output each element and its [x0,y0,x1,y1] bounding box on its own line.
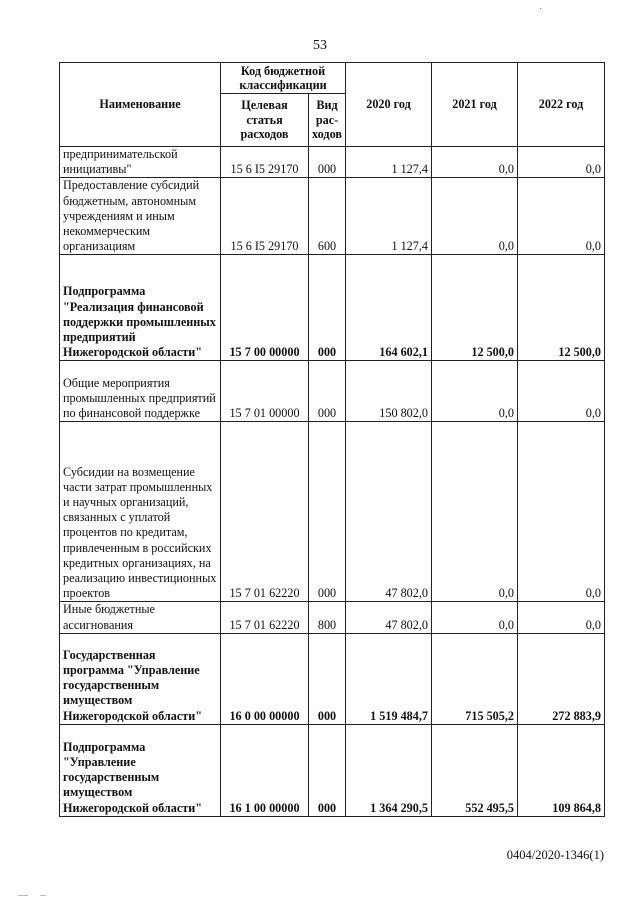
header-target-article: Целевая статья расходов [221,94,309,147]
row-target-article: 15 7 01 62220 [221,422,309,602]
row-expense-type: 000 [309,361,346,422]
row-target-article: 15 6 I5 29170 [221,147,309,178]
row-amount-2020: 1 127,4 [346,178,432,255]
row-expense-type: 000 [309,422,346,602]
table-row [60,178,605,255]
row-amount-2022: 0,0 [518,147,605,178]
row-expense-type: 000 [309,255,346,361]
row-amount-2021: 0,0 [432,422,518,602]
row-amount-2022: 0,0 [518,422,605,602]
row-expense-type: 800 [309,602,346,633]
row-expense-type: 000 [309,633,346,724]
row-amount-2022: 272 883,9 [518,633,605,724]
row-name: Общие мероприятия промышленных предприятий по финансовой поддержке [60,361,221,422]
row-target-article: 15 7 00 00000 [221,255,309,361]
scan-speck [40,895,46,896]
row-target-article: 16 0 00 00000 [221,633,309,724]
row-amount-2022: 0,0 [518,602,605,633]
table-row [60,633,605,724]
table-row [60,724,605,816]
row-target-article: 15 7 01 00000 [221,361,309,422]
row-amount-2021: 0,0 [432,178,518,255]
row-amount-2020: 1 364 290,5 [346,724,432,816]
row-amount-2020: 47 802,0 [346,422,432,602]
row-name: Подпрограмма "Управление государственным имуществом Нижегородской области" [60,724,221,816]
table-row [60,361,605,422]
row-amount-2020: 47 802,0 [346,602,432,633]
row-amount-2020: 1 127,4 [346,147,432,178]
table-row [60,147,605,178]
row-name: Иные бюджетные ассигнования [60,602,221,633]
row-amount-2021: 0,0 [432,147,518,178]
row-name: Субсидии на возмещение части затрат промышленных и научных организаций, связанных с уплатой процентов по кредитам, привлеченным в российских кредитных организациях, на реализацию инвестиционных проектов [60,422,221,602]
page-number: 53 [313,38,327,53]
row-amount-2021: 715 505,2 [432,633,518,724]
table-row [60,602,605,633]
row-expense-type: 600 [309,178,346,255]
row-amount-2022: 0,0 [518,361,605,422]
row-amount-2021: 12 500,0 [432,255,518,361]
header-code-group: Код бюджетной классификации [221,63,346,94]
document-number: 0404/2020-1346(1) [506,848,604,862]
header-year-2022: 2022 год [518,63,605,147]
row-target-article: 15 6 I5 29170 [221,178,309,255]
row-amount-2020: 150 802,0 [346,361,432,422]
row-name: Государственная программа "Управление государственным имуществом Нижегородской области" [60,633,221,724]
row-target-article: 16 1 00 00000 [221,724,309,816]
row-amount-2020: 164 602,1 [346,255,432,361]
row-name: Предоставление субсидий бюджетным, автономным учреждениям и иным некоммерческим организациям [60,178,221,255]
header-name: Наименование [60,63,221,147]
row-name: предпринимательской инициативы" [60,147,221,178]
row-amount-2022: 12 500,0 [518,255,605,361]
header-year-2021: 2021 год [432,63,518,147]
row-amount-2021: 0,0 [432,602,518,633]
table-row [60,255,605,361]
row-amount-2022: 0,0 [518,178,605,255]
table-row [60,422,605,602]
row-amount-2022: 109 864,8 [518,724,605,816]
row-name: Подпрограмма "Реализация финансовой поддержки промышленных предприятий Нижегородской области" [60,255,221,361]
row-amount-2021: 0,0 [432,361,518,422]
row-expense-type: 000 [309,147,346,178]
header-expense-type: Вид рас-ходов [309,94,346,147]
scan-speck [540,8,541,9]
scan-speck [18,895,28,896]
row-amount-2020: 1 519 484,7 [346,633,432,724]
row-target-article: 15 7 01 62220 [221,602,309,633]
row-amount-2021: 552 495,5 [432,724,518,816]
row-expense-type: 000 [309,724,346,816]
budget-table [59,62,605,817]
table-body [60,147,605,817]
header-year-2020: 2020 год [346,63,432,147]
